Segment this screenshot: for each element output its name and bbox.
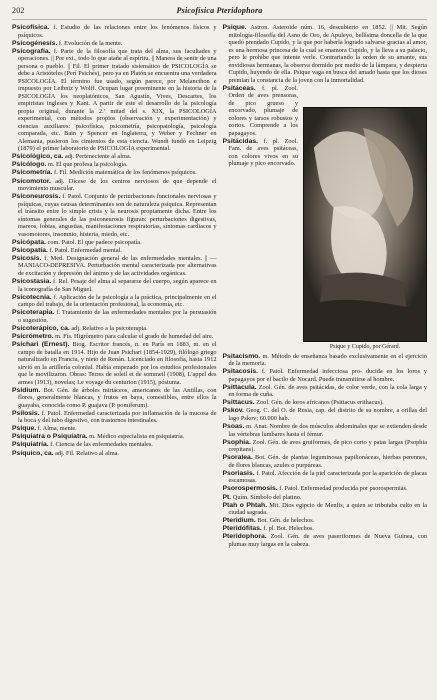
headword: Pteridium. xyxy=(222,517,256,525)
headword: Psicostasia. xyxy=(12,278,52,286)
dictionary-entry xyxy=(12,410,217,425)
headword: Psiconeurosis. xyxy=(12,193,61,201)
dictionary-entry xyxy=(12,161,217,169)
psyche-and-cupid-engraving xyxy=(303,107,427,342)
dictionary-entry xyxy=(223,525,428,533)
dictionary-entry xyxy=(12,24,217,39)
headword: Psicogénesis. xyxy=(12,39,58,47)
dictionary-entry xyxy=(12,40,217,48)
headword: Psique. xyxy=(222,24,247,31)
definition: m. Fís. Higrómetro para calcular el grado de humedad del aire. xyxy=(55,332,214,340)
dictionary-entry xyxy=(223,454,428,469)
definition: f. Rel. Pesaje del alma al separarse del cuerpo, según aparece en la iconografía de San Miguel. xyxy=(18,278,217,293)
dictionary-entry xyxy=(12,153,217,161)
headword: Psilosis. xyxy=(12,409,40,417)
page-header xyxy=(12,6,427,20)
dictionary-entry xyxy=(12,247,217,255)
headword: Psicografía. xyxy=(12,47,51,55)
definition: Quím. Símbolo del platino. xyxy=(232,493,302,501)
definition: f. Tratamiento de las enfermedades mentales por la persuasión o sugestión. xyxy=(18,309,217,324)
dictionary-entry xyxy=(223,353,428,368)
headword: Psicológico, ca. xyxy=(12,153,64,161)
guide-words: Psicofísica Pteridophora xyxy=(176,6,263,15)
definition: f. Patol. Afección de la piel caracterizada por la aparición de placas escamosas. xyxy=(228,469,427,485)
headword: Psiquiatría. xyxy=(12,441,49,449)
definition: com. Patol. El que padece psicopatía. xyxy=(47,238,142,246)
headword: Psicoterápico, ca. xyxy=(12,324,70,332)
dictionary-entry xyxy=(12,333,217,341)
dictionary-entry xyxy=(223,439,428,454)
definition: f. Ciencia de las enfermedades mentales. xyxy=(50,441,153,449)
headword: Pteridophora. xyxy=(222,533,267,541)
headword: Psicotecnia. xyxy=(12,293,52,301)
definition: Zool. Gén. de aves gruiformes, de pico corto y patas largas (Psophia crepitans). xyxy=(228,438,427,454)
dictionary-entry xyxy=(12,425,217,433)
dictionary-entry xyxy=(223,407,428,422)
headword: Psittacus. xyxy=(222,399,255,407)
dictionary-entry xyxy=(223,533,428,548)
dictionary-entry xyxy=(12,387,217,410)
headword: Psitáceas. xyxy=(222,84,256,92)
headword: Psicofísica. xyxy=(12,24,50,31)
definition: m. Método de enseñanza basado exclusivamente en el ejercicio de la memoria. xyxy=(228,352,427,368)
columns xyxy=(12,24,427,696)
definition: Biog. Escritor francés, n. en París en 1883, m. en el campo de batalla en 1914. Hijo de Juan Psichari (1854-1929), filólogo griego naturalizado en Francia, y nieto de Renán. Licenciado en filosofía, hasta 1912 sirvió en la artillería colonial. Había empezado por los estudios profesionales que le movilizaron. Obras: Terres de soleil et de sommeil (1908), L'appel des armes (1913), novelas; Le voyage du centurion (1915), póstuma. xyxy=(18,341,217,386)
definition: f. Patol. Conjunto de perturbaciones funcionales nerviosas y psíquicas, cuyas causas determinantes son de naturaleza psíquica. Representan el tránsito entre lo simple crisis y la neurosis propiamente dicha. Entre los síntomas generales de las psiconeurosis figuran: perturbaciones digestivas, mareos, fobias, angustias, manifestaciones respiratorias, síntomas cardiacos y vasomotores, insomnio, histeria, miedo, etc. xyxy=(18,193,217,238)
dictionary-entry xyxy=(12,325,217,333)
headword: Pt. xyxy=(222,493,232,501)
dictionary-entry xyxy=(12,178,217,193)
dictionary-entry xyxy=(223,384,428,399)
dictionary-entry xyxy=(12,255,217,278)
headword: Psicosis. xyxy=(12,254,42,262)
headword: Psophia. xyxy=(222,438,251,446)
definition: f. Med. Designación general de las enfermedades mentales. || — MANIACO-DEPRESIVA. Perturbación mental caracterizada por alternativas de excitación y depresión del ánimo y de las actividades orgánicas. xyxy=(18,254,217,277)
dictionary-entry xyxy=(12,309,217,324)
definition: Zool. Gén. de loros africanos (Psittacus erithacus). xyxy=(256,399,384,407)
headword: Psiquiatra o Psiquíatra. xyxy=(12,433,88,441)
definition: adj. Fil. Relativo al alma. xyxy=(55,449,119,457)
headword: Psitacosis. xyxy=(222,368,259,376)
headword: Psicrómetro. xyxy=(12,332,54,340)
dictionary-entry xyxy=(12,193,217,238)
headword: Psicópata. xyxy=(12,238,46,246)
definition: Bot. Gén. de helechos. xyxy=(257,517,315,525)
left-column xyxy=(12,24,217,696)
definition: Bot. Gén. de árboles mirtáceos, americanos de las Antillas, con flores, generalmente blancas, y frutos en baya, comestibles, entre ellos la guayaba, conocida como P. guajava (P. pomiferum). xyxy=(18,386,217,409)
dictionary-entry xyxy=(223,399,428,407)
definition: f. pl. Bot. Helechos. xyxy=(263,525,314,533)
dictionary-entry xyxy=(12,441,217,449)
headword: Psitácidas. xyxy=(222,137,259,145)
definition: f. Patol. Enfermedad caracterizada por inflamación de la mucosa de la boca y del tubo digestivo, con trastornos intestinales. xyxy=(18,409,217,425)
dictionary-entry xyxy=(12,433,217,441)
dictionary-entry xyxy=(223,517,428,525)
headword: Psique. xyxy=(12,425,37,433)
headword: Psicopatía. xyxy=(12,246,48,254)
definition: adj. Perteneciente al alma. xyxy=(64,153,132,161)
headword: Psittacula. xyxy=(222,383,257,391)
definition: Bot. Gén. de plantas leguminosas papilionáceas, hierbas perennes, de flores blancas, azules o purpúreas. xyxy=(228,454,427,469)
dictionary-entry xyxy=(223,368,428,383)
headword: Psoralea. xyxy=(222,454,253,462)
headword: Psicólogo. xyxy=(12,161,47,169)
dictionary-entry xyxy=(12,48,217,153)
definition: f. Evolución de la mente. xyxy=(58,39,123,47)
definition: Mit. Dios egipcio de Menfis, a quien se tributaba culto en la ciudad sagrada. xyxy=(228,501,427,517)
headword: Psicometría. xyxy=(12,169,53,177)
definition: m. Médico especialista en psiquiatría. xyxy=(89,433,185,441)
illustration xyxy=(303,107,427,351)
headword: Ptah o Phtah. xyxy=(222,501,268,509)
definition: m. El que profesa la psicología. xyxy=(47,161,128,169)
headword: Psicoterapia. xyxy=(12,309,55,317)
dictionary-entry xyxy=(223,24,428,84)
dictionary-entry xyxy=(223,423,428,438)
definition: f. Alma, mente. xyxy=(37,425,77,433)
definition: f. Patol. Enfermedad infecciosa pro- ducida en los loros y papagayos por el bacilo de Nocard. Puede transmitirse al hombre. xyxy=(228,368,427,383)
definition: Geog. C. del O. de Rusia, cap. del distrito de su nombre, a orillas del lago Pskov; 60.000 hab. xyxy=(228,407,427,422)
dictionary-entry xyxy=(223,485,428,493)
definition: m. Anat. Nombre de dos músculos abdominales que se extienden desde las vértebras lumbares hasta el fémur. xyxy=(228,423,427,438)
dictionary-entry xyxy=(223,470,428,485)
headword: Pteridófitas. xyxy=(222,525,262,533)
headword: Psitacismo. xyxy=(222,352,261,360)
dictionary-entry xyxy=(12,169,217,177)
headword: Psichari (Ernest). xyxy=(12,341,70,348)
definition: f. pl. Zool. Orden de aves prensoras, de pico grueso y encorvado, plumaje de colores y tarsos robustos y cortos. Comprende a los papagayos. xyxy=(228,84,299,137)
dictionary-entry xyxy=(12,341,217,386)
dictionary-entry xyxy=(12,294,217,309)
headword: Pskov. xyxy=(222,407,244,415)
definition: f. pl. Zool. Fam. de aves psitáceas, con colores vivos en su plumaje y pico encorvado. xyxy=(228,137,299,168)
definition: f. Fil. Medición matemática de los fenómenos psíquicos. xyxy=(54,169,197,177)
dictionary-entry xyxy=(12,450,217,458)
headword: Psicomotor. xyxy=(12,177,51,185)
headword: Psoas. xyxy=(222,423,245,431)
definition: adj. Relativo a la psicoterapia. xyxy=(71,324,148,332)
definition: Zool. Gén. de aves paseriformes de Nueva Guinea, con plumas muy largas en la cabeza. xyxy=(228,533,427,548)
headword: Psíquico, ca. xyxy=(12,449,54,457)
dictionary-entry xyxy=(12,239,217,247)
figure-caption: Psique y Cupido, por Gérard. xyxy=(329,343,401,350)
definition: Astron. Asteroide núm. 16, descubierto en 1852. || Mit. Según mitología-filosofía del Asno de Oro, de Apuleyo, bellísima doncella de la que quedó prendado Cupido, y la que por haberla logrado salvarse gracias al amor, es una hermosa princesa de la cual se enamora Cupido, y la lleva a su palacio, pero le prohíbe que intente verle. Contrariando la orden de su amante, sus envidiosas hermanas, la observa dormido por medio de la lámpara, y despierta Cupido, huyendo de ella. Psique vaga en busca del amado hasta que los dioses premian la constancia de la joven con la inmortalidad. xyxy=(228,24,427,84)
definition: f. Parte de la filosofía que trata del alma, sus facultades y operaciones. || Por ext., todo lo que atañe al espíritu. || Manera de sentir de una persona o pueblo. || Fil. El primer tratado sistemático de PSICOLOGÍA se debe a Aristóteles (Perí Psichés), pero ya en Platón se encuentra una verdadera PSICOLOGÍA. El término fue usado, según parece, por Melancthon e impuesto por Leibniz y Wolff. Ocupan lugar preeminente en la historia de la PSICOLOGÍA los neoplatónicos, San Agustín, Vives, Descartes, los empiristas ingleses y Kant. A partir de este el desarrollo de la psicología propia original, durante la 2.ª mitad del s. XIX, la PSICOLOGÍA experimental, con métodos propios (observación y experimentación) y ciencias auxiliares: psicofísica, psicometría, psicopatología, psicología comparada, etc. Bain y Spencer en Inglaterra, y Weber y Fechner en Alemania, pusieron los cimientos de esta ciencia. Wundt fundó en Leipzig (1879) el primer laboratorio de PSICOLOGÍA experimental. xyxy=(18,47,217,153)
dictionary-entry xyxy=(223,494,428,502)
definition: adj. Dícese de los centros nerviosos de que depende el movimiento muscular. xyxy=(18,177,217,193)
definition: f. Aplicación de la psicología a la práctica, principalmente en el campo del trabajo, de la orientación profesional, la economía, etc. xyxy=(18,293,217,309)
definition: Zool. Gén. de aves psitácidas, de color verde, con la cola larga y en forma de cuña. xyxy=(228,383,427,399)
headword: Psidium. xyxy=(12,386,41,394)
headword: Psoriasis. xyxy=(222,469,255,477)
definition: f. Estudio de las relaciones entre los fenómenos físicos y psíquicos. xyxy=(18,24,217,39)
definition: f. Patol. Enfermedad producida por psorospermias. xyxy=(279,485,408,493)
page-number: 202 xyxy=(12,6,25,15)
dictionary-entry xyxy=(12,278,217,293)
headword: Psorospermosis. xyxy=(222,485,278,493)
dictionary-entry xyxy=(223,502,428,517)
right-column xyxy=(223,24,428,696)
definition: f. Patol. Enfermedad mental. xyxy=(49,246,122,254)
